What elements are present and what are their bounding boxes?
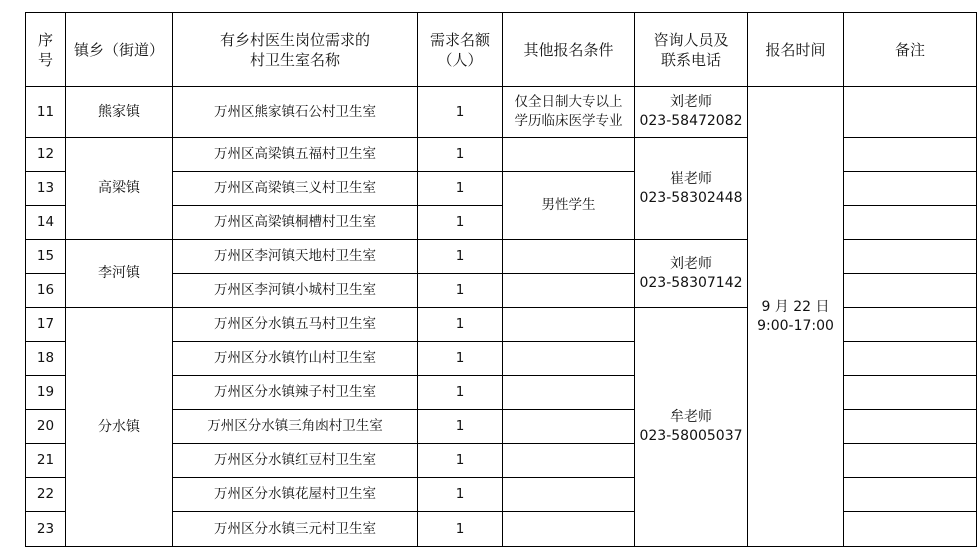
quota-cell: 1 (418, 410, 503, 444)
contact-phone: 023-58472082 (639, 113, 743, 129)
contact-phone: 023-58302448 (639, 189, 743, 206)
remarks-cell (844, 274, 977, 308)
clinic-cell: 万州区熊家镇石公村卫生室 (173, 87, 418, 138)
registration-time-cell (748, 87, 844, 547)
quota-cell: 1 (418, 308, 503, 342)
seq-cell: 22 (26, 478, 66, 512)
town-cell-gaoliang: 高梁镇 (66, 138, 173, 240)
town-cell-lihe: 李河镇 (66, 240, 173, 308)
remarks-cell (844, 478, 977, 512)
remarks-cell (844, 342, 977, 376)
header-remarks: 备注 (844, 13, 977, 87)
quota-cell: 1 (418, 444, 503, 478)
contact-cell-xiongjia (635, 87, 748, 138)
contact-cell-lihe (635, 240, 748, 308)
quota-cell: 1 (418, 512, 503, 547)
seq-cell: 15 (26, 240, 66, 274)
town-cell-fenshui: 分水镇 (66, 308, 173, 547)
contact-name: 牟老师 (670, 409, 712, 425)
remarks-cell (844, 512, 977, 547)
remarks-cell (844, 206, 977, 240)
conditions-cell-empty (503, 240, 635, 274)
header-seq-line1: 序 (37, 30, 53, 49)
seq-cell: 16 (26, 274, 66, 308)
quota-cell: 1 (418, 274, 503, 308)
header-town: 镇乡（街道） (66, 13, 173, 87)
quota-cell: 1 (418, 138, 503, 172)
header-time: 报名时间 (748, 13, 844, 87)
header-clinic-line2: 村卫生室名称 (249, 50, 340, 69)
quota-cell: 1 (418, 342, 503, 376)
header-clinic-line1: 有乡村医生岗位需求的 (219, 30, 370, 49)
header-seq (26, 13, 66, 87)
town-cell-xiongjia: 熊家镇 (66, 87, 173, 138)
clinic-cell: 万州区李河镇天地村卫生室 (173, 240, 418, 274)
header-seq-line2: 号 (37, 50, 53, 69)
seq-cell: 19 (26, 376, 66, 410)
seq-cell: 13 (26, 172, 66, 206)
clinic-cell: 万州区分水镇三角凼村卫生室 (173, 410, 418, 444)
clinic-cell: 万州区分水镇红豆村卫生室 (173, 444, 418, 478)
header-quota (418, 13, 503, 87)
seq-cell: 17 (26, 308, 66, 342)
conditions-cell-empty (503, 478, 635, 512)
quota-cell: 1 (418, 172, 503, 206)
remarks-cell (844, 308, 977, 342)
seq-cell: 23 (26, 512, 66, 547)
contact-name: 刘老师 (670, 94, 712, 110)
header-contact-line2: 联系电话 (660, 50, 721, 69)
contact-phone: 023-58005037 (639, 428, 743, 444)
quota-cell: 1 (418, 478, 503, 512)
quota-cell: 1 (418, 206, 503, 240)
contact-cell-fenshui (635, 308, 748, 547)
header-quota-line2: （人） (437, 50, 483, 69)
clinic-cell: 万州区高梁镇三义村卫生室 (173, 172, 418, 206)
conditions-cell-empty (503, 444, 635, 478)
clinic-cell: 万州区分水镇竹山村卫生室 (173, 342, 418, 376)
conditions-cell-empty (503, 410, 635, 444)
conditions-line2: 学历临床医学专业 (514, 113, 623, 129)
contact-name: 刘老师 (670, 255, 712, 272)
quota-cell: 1 (418, 240, 503, 274)
conditions-cell-empty (503, 308, 635, 342)
quota-cell: 1 (418, 87, 503, 138)
remarks-cell (844, 87, 977, 138)
clinic-recruitment-table (25, 12, 977, 547)
clinic-cell: 万州区分水镇花屋村卫生室 (173, 478, 418, 512)
remarks-cell (844, 444, 977, 478)
conditions-cell-empty (503, 376, 635, 410)
contact-name: 崔老师 (670, 170, 712, 187)
seq-cell: 18 (26, 342, 66, 376)
remarks-cell (844, 410, 977, 444)
header-contact-line1: 咨询人员及 (653, 30, 729, 49)
remarks-cell (844, 138, 977, 172)
header-row (26, 13, 977, 87)
seq-cell: 11 (26, 87, 66, 138)
seq-cell: 21 (26, 444, 66, 478)
remarks-cell (844, 376, 977, 410)
conditions-cell-empty (503, 512, 635, 547)
header-contact (635, 13, 748, 87)
conditions-cell-empty (503, 342, 635, 376)
registration-hours: 9:00-17:00 (757, 317, 834, 334)
header-clinic (173, 13, 418, 87)
contact-phone: 023-58307142 (639, 274, 743, 291)
clinic-cell: 万州区分水镇五马村卫生室 (173, 308, 418, 342)
quota-cell: 1 (418, 376, 503, 410)
header-conditions: 其他报名条件 (503, 13, 635, 87)
clinic-cell: 万州区李河镇小城村卫生室 (173, 274, 418, 308)
conditions-cell-gaoliang: 男性学生 (503, 172, 635, 240)
registration-date: 9 月 22 日 (761, 298, 830, 315)
contact-cell-gaoliang (635, 138, 748, 240)
remarks-cell (844, 172, 977, 206)
seq-cell: 12 (26, 138, 66, 172)
conditions-cell-xiongjia (503, 87, 635, 138)
conditions-cell-empty (503, 138, 635, 172)
clinic-cell: 万州区分水镇三元村卫生室 (173, 512, 418, 547)
table-row (26, 87, 977, 138)
header-quota-line1: 需求名额 (429, 30, 490, 49)
clinic-cell: 万州区高梁镇五福村卫生室 (173, 138, 418, 172)
seq-cell: 20 (26, 410, 66, 444)
conditions-line1: 仅全日制大专以上 (514, 94, 623, 110)
remarks-cell (844, 240, 977, 274)
clinic-cell: 万州区高梁镇桐槽村卫生室 (173, 206, 418, 240)
seq-cell: 14 (26, 206, 66, 240)
conditions-cell-empty (503, 274, 635, 308)
clinic-cell: 万州区分水镇辣子村卫生室 (173, 376, 418, 410)
